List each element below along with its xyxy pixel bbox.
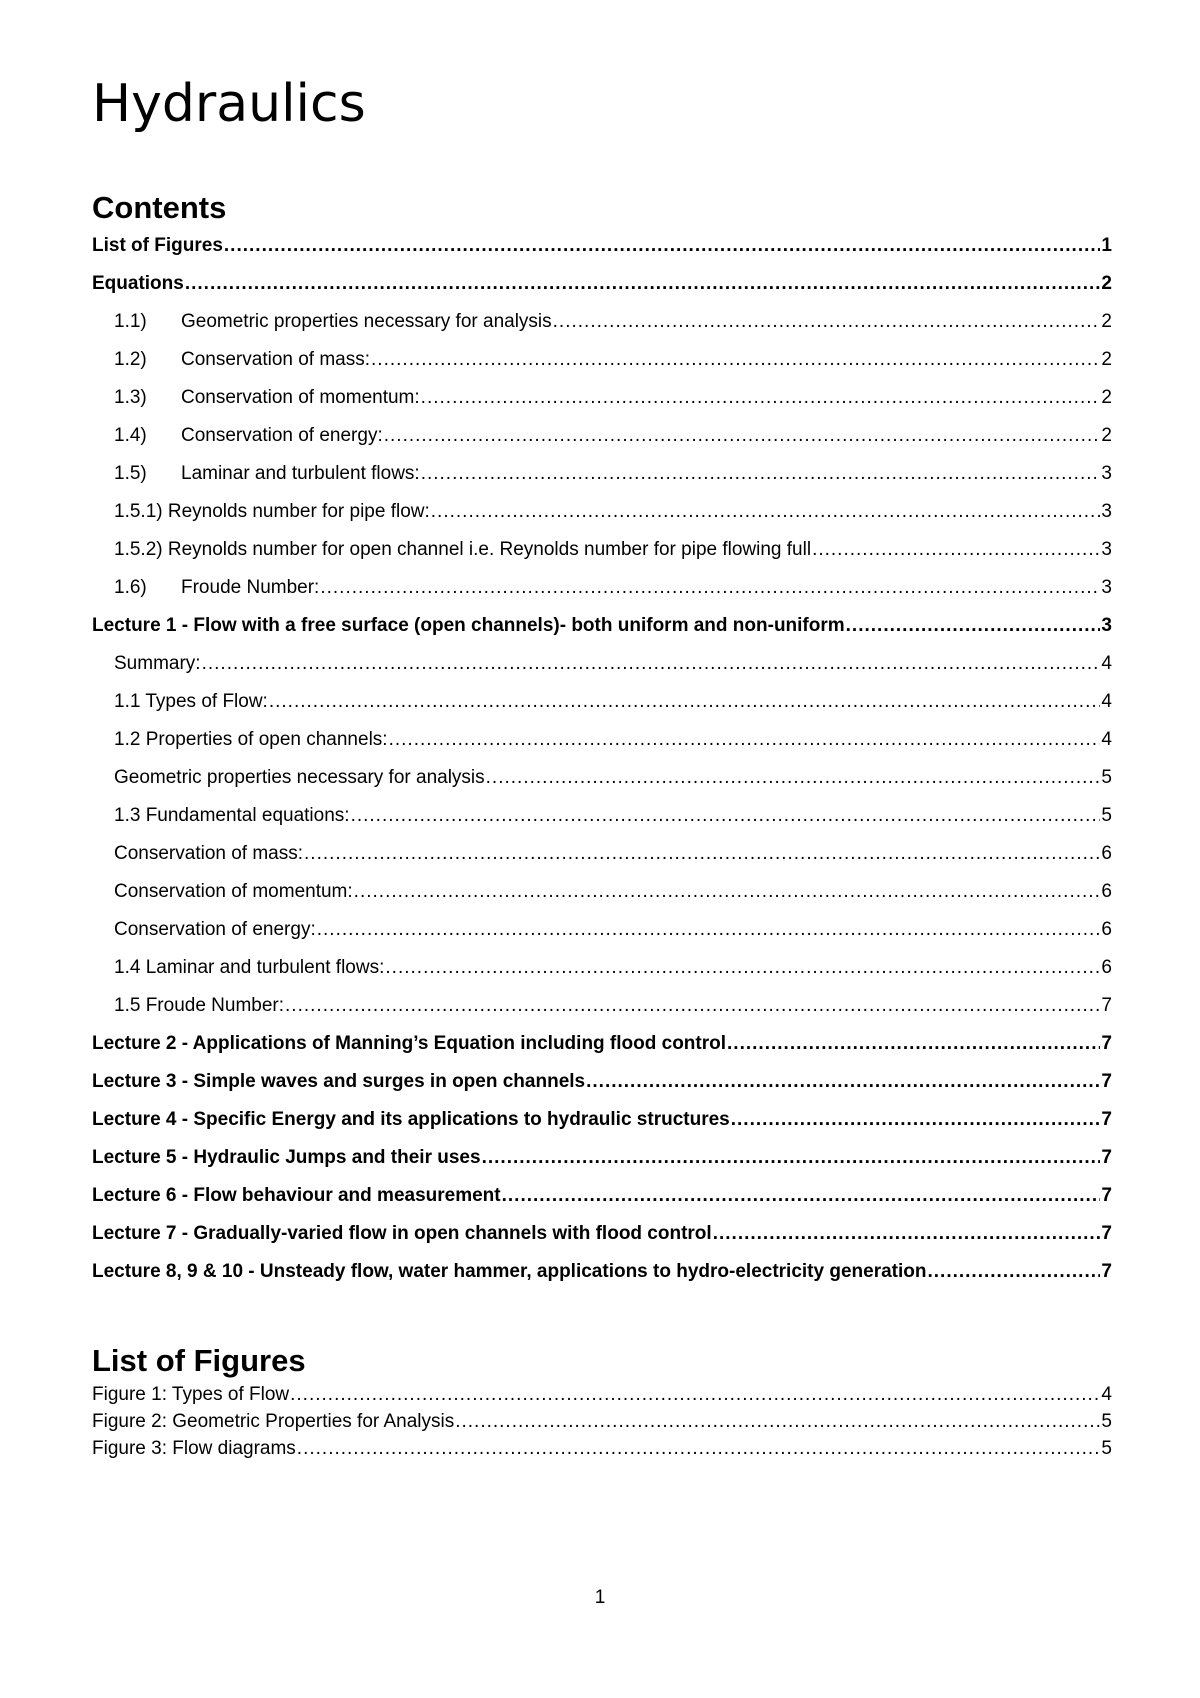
toc-dot-leader (927, 1253, 1100, 1291)
toc-entry-page: 2 (1101, 425, 1112, 446)
list-of-figures-heading: List of Figures (92, 1343, 306, 1378)
contents-heading: Contents (92, 190, 227, 225)
toc-entry-text: Conservation of energy: (181, 425, 383, 446)
toc-entry-label (114, 645, 201, 683)
toc-entry[interactable] (92, 493, 1112, 531)
toc-entry-text: Summary: (114, 653, 201, 674)
toc-entry-text: 1.5.1) Reynolds number for pipe flow: (114, 501, 430, 522)
toc-entry[interactable] (92, 341, 1112, 379)
toc-entry-text: Lecture 5 - Hydraulic Jumps and their uses (92, 1147, 481, 1168)
toc-entry[interactable] (92, 1101, 1112, 1139)
toc-entry-page: 2 (1101, 311, 1112, 332)
figure-entry[interactable] (92, 1435, 1112, 1462)
figure-entry-page: 5 (1101, 1438, 1112, 1459)
toc-entry[interactable] (92, 417, 1112, 455)
toc-entry-page: 7 (1101, 1033, 1112, 1054)
toc-entry-number: 1.4) (114, 425, 147, 446)
toc-entry[interactable] (92, 455, 1112, 493)
toc-entry-label (114, 683, 268, 721)
toc-entry-label (92, 1177, 501, 1215)
toc-entry[interactable] (92, 1139, 1112, 1177)
figure-entry-label: Figure 1: Types of Flow (92, 1384, 290, 1405)
toc-entry[interactable] (92, 721, 1112, 759)
toc-dot-leader (385, 949, 1100, 987)
toc-entry-text: 1.4 Laminar and turbulent flows: (114, 957, 385, 978)
toc-entry-text: 1.5 Froude Number: (114, 995, 285, 1016)
toc-entry[interactable] (92, 987, 1112, 1025)
toc-entry-label (114, 911, 316, 949)
figure-dot-leader (455, 1408, 1100, 1435)
toc-dot-leader (731, 1101, 1101, 1139)
toc-entry-label (114, 341, 370, 379)
toc-entry-text: Laminar and turbulent flows: (181, 463, 420, 484)
toc-entry-page: 4 (1101, 691, 1112, 712)
toc-dot-leader (269, 683, 1101, 721)
toc-dot-leader (586, 1063, 1100, 1101)
toc-entry-text: Lecture 7 - Gradually-varied flow in open channels with flood control (92, 1223, 712, 1244)
toc-entry-label (92, 227, 223, 265)
document-title: Hydraulics (92, 74, 366, 134)
toc-entry-page: 3 (1101, 615, 1112, 636)
toc-entry-text: Lecture 3 - Simple waves and surges in open channels (92, 1071, 586, 1092)
figure-entry[interactable] (92, 1408, 1112, 1435)
toc-entry[interactable] (92, 607, 1112, 645)
toc-entry-number: 1.2) (114, 349, 147, 370)
toc-entry-page: 5 (1101, 805, 1112, 826)
toc-entry-label (92, 265, 184, 303)
toc-entry-label (114, 455, 420, 493)
toc-dot-leader (224, 227, 1101, 265)
toc-entry-label (92, 607, 845, 645)
toc-entry-text: Conservation of energy: (114, 919, 316, 940)
toc-entry-label (114, 873, 353, 911)
toc-entry-label (92, 1101, 730, 1139)
toc-entry-number: 1.3) (114, 387, 147, 408)
page-number: 1 (594, 1587, 606, 1608)
toc-entry-label (114, 569, 319, 607)
figure-entry[interactable] (92, 1381, 1112, 1408)
toc-entry-page: 6 (1101, 881, 1112, 902)
toc-entry[interactable] (92, 949, 1112, 987)
figure-entry-label: Figure 2: Geometric Properties for Analysis (92, 1411, 455, 1432)
toc-entry-text: Lecture 1 - Flow with a free surface (open channels)- both uniform and non-uniform (92, 615, 845, 636)
toc-dot-leader (502, 1177, 1101, 1215)
toc-dot-leader (389, 721, 1101, 759)
toc-entry[interactable] (92, 759, 1112, 797)
toc-dot-leader (354, 873, 1101, 911)
figure-entry-label: Figure 3: Flow diagrams (92, 1438, 296, 1459)
toc-entry[interactable] (92, 265, 1112, 303)
toc-entry-text: Lecture 2 - Applications of Manning’s Equation including flood control (92, 1033, 727, 1054)
toc-entry-label (114, 721, 388, 759)
toc-dot-leader (421, 455, 1101, 493)
toc-entry-text: 1.5.2) Reynolds number for open channel i.e. Reynolds number for pipe flowing full (114, 539, 812, 560)
figure-entry-page: 5 (1101, 1411, 1112, 1432)
toc-entry-text: Froude Number: (181, 577, 320, 598)
toc-dot-leader (320, 569, 1100, 607)
toc-dot-leader (317, 911, 1101, 949)
toc-dot-leader (482, 1139, 1101, 1177)
toc-entry-page: 4 (1101, 653, 1112, 674)
toc-entry-label (92, 1139, 481, 1177)
figure-dot-leader (290, 1381, 1100, 1408)
toc-entry-label (114, 303, 552, 341)
toc-entry-label (114, 531, 811, 569)
toc-entry-page: 7 (1101, 1109, 1112, 1130)
toc-entry[interactable] (92, 1215, 1112, 1253)
toc-entry-text: Conservation of mass: (181, 349, 371, 370)
toc-entry[interactable] (92, 645, 1112, 683)
toc-dot-leader (846, 607, 1101, 645)
toc-entry[interactable] (92, 531, 1112, 569)
toc-entry[interactable] (92, 227, 1112, 265)
toc-entry-label (92, 1025, 726, 1063)
toc-entry[interactable] (92, 873, 1112, 911)
toc-entry-text: 1.2 Properties of open channels: (114, 729, 388, 750)
toc-entry-label (92, 1253, 926, 1291)
toc-entry-number: 1.1) (114, 311, 147, 332)
toc-entry-page: 3 (1101, 577, 1112, 598)
toc-dot-leader (727, 1025, 1100, 1063)
toc-dot-leader (812, 531, 1100, 569)
toc-entry-page: 6 (1101, 919, 1112, 940)
toc-dot-leader (486, 759, 1101, 797)
toc-entry-text: Conservation of mass: (114, 843, 304, 864)
toc-entry-text: Geometric properties necessary for analysis (181, 311, 552, 332)
toc-dot-leader (304, 835, 1100, 873)
toc-entry-label (114, 417, 383, 455)
toc-entry-text: 1.3 Fundamental equations: (114, 805, 350, 826)
toc-entry-page: 4 (1101, 729, 1112, 750)
toc-entry[interactable] (92, 1025, 1112, 1063)
toc-entry[interactable] (92, 569, 1112, 607)
toc-entry-page: 3 (1101, 463, 1112, 484)
toc-entry-page: 1 (1101, 235, 1112, 256)
toc-entry-page: 7 (1101, 1223, 1112, 1244)
toc-entry-page: 5 (1101, 767, 1112, 788)
toc-entry-page: 3 (1101, 539, 1112, 560)
toc-entry[interactable] (92, 683, 1112, 721)
toc-entry-label (92, 1215, 712, 1253)
toc-entry-page: 7 (1101, 1185, 1112, 1206)
toc-entry-label (114, 987, 284, 1025)
toc-entry[interactable] (92, 303, 1112, 341)
toc-entry[interactable] (92, 835, 1112, 873)
toc-entry-text: 1.1 Types of Flow: (114, 691, 268, 712)
toc-entry[interactable] (92, 1177, 1112, 1215)
toc-dot-leader (351, 797, 1101, 835)
toc-entry-text: Geometric properties necessary for analysis (114, 767, 485, 788)
toc-dot-leader (185, 265, 1101, 303)
toc-dot-leader (202, 645, 1101, 683)
toc-dot-leader (431, 493, 1101, 531)
toc-entry-label (114, 797, 350, 835)
toc-entry-text: Lecture 8, 9 & 10 - Unsteady flow, water hammer, applications to hydro-electricity generation (92, 1261, 927, 1282)
toc-entry-page: 6 (1101, 843, 1112, 864)
toc-entry-page: 6 (1101, 957, 1112, 978)
toc-dot-leader (285, 987, 1100, 1025)
toc-dot-leader (553, 303, 1101, 341)
toc-entry-text: Conservation of momentum: (114, 881, 353, 902)
toc-entry-page: 7 (1101, 1147, 1112, 1168)
toc-entry-text: Lecture 6 - Flow behaviour and measurement (92, 1185, 501, 1206)
toc-entry-page: 2 (1101, 273, 1112, 294)
toc-entry-number: 1.6) (114, 577, 147, 598)
toc-dot-leader (421, 379, 1101, 417)
toc-entry-label (114, 759, 485, 797)
toc-entry-page: 7 (1101, 1261, 1112, 1282)
toc-entry-label (114, 493, 430, 531)
toc-entry[interactable] (92, 379, 1112, 417)
toc-entry[interactable] (92, 1253, 1112, 1291)
toc-entry-label (114, 949, 384, 987)
table-of-contents (92, 227, 1112, 1291)
toc-entry-text: List of Figures (92, 235, 223, 256)
figure-entry-page: 4 (1101, 1384, 1112, 1405)
toc-entry-text: Equations (92, 273, 184, 294)
toc-entry-page: 7 (1101, 995, 1112, 1016)
toc-entry-page: 2 (1101, 349, 1112, 370)
list-of-figures (92, 1381, 1112, 1462)
figure-dot-leader (297, 1435, 1101, 1462)
toc-entry[interactable] (92, 797, 1112, 835)
toc-dot-leader (713, 1215, 1101, 1253)
toc-entry-page: 3 (1101, 501, 1112, 522)
toc-entry-number: 1.5) (114, 463, 147, 484)
toc-dot-leader (384, 417, 1101, 455)
toc-dot-leader (371, 341, 1100, 379)
toc-entry-page: 7 (1101, 1071, 1112, 1092)
toc-entry[interactable] (92, 911, 1112, 949)
toc-entry-label (114, 379, 420, 417)
toc-entry-page: 2 (1101, 387, 1112, 408)
toc-entry-text: Lecture 4 - Specific Energy and its applications to hydraulic structures (92, 1109, 730, 1130)
toc-entry-text: Conservation of momentum: (181, 387, 420, 408)
toc-entry-label (114, 835, 303, 873)
toc-entry[interactable] (92, 1063, 1112, 1101)
toc-entry-label (92, 1063, 585, 1101)
